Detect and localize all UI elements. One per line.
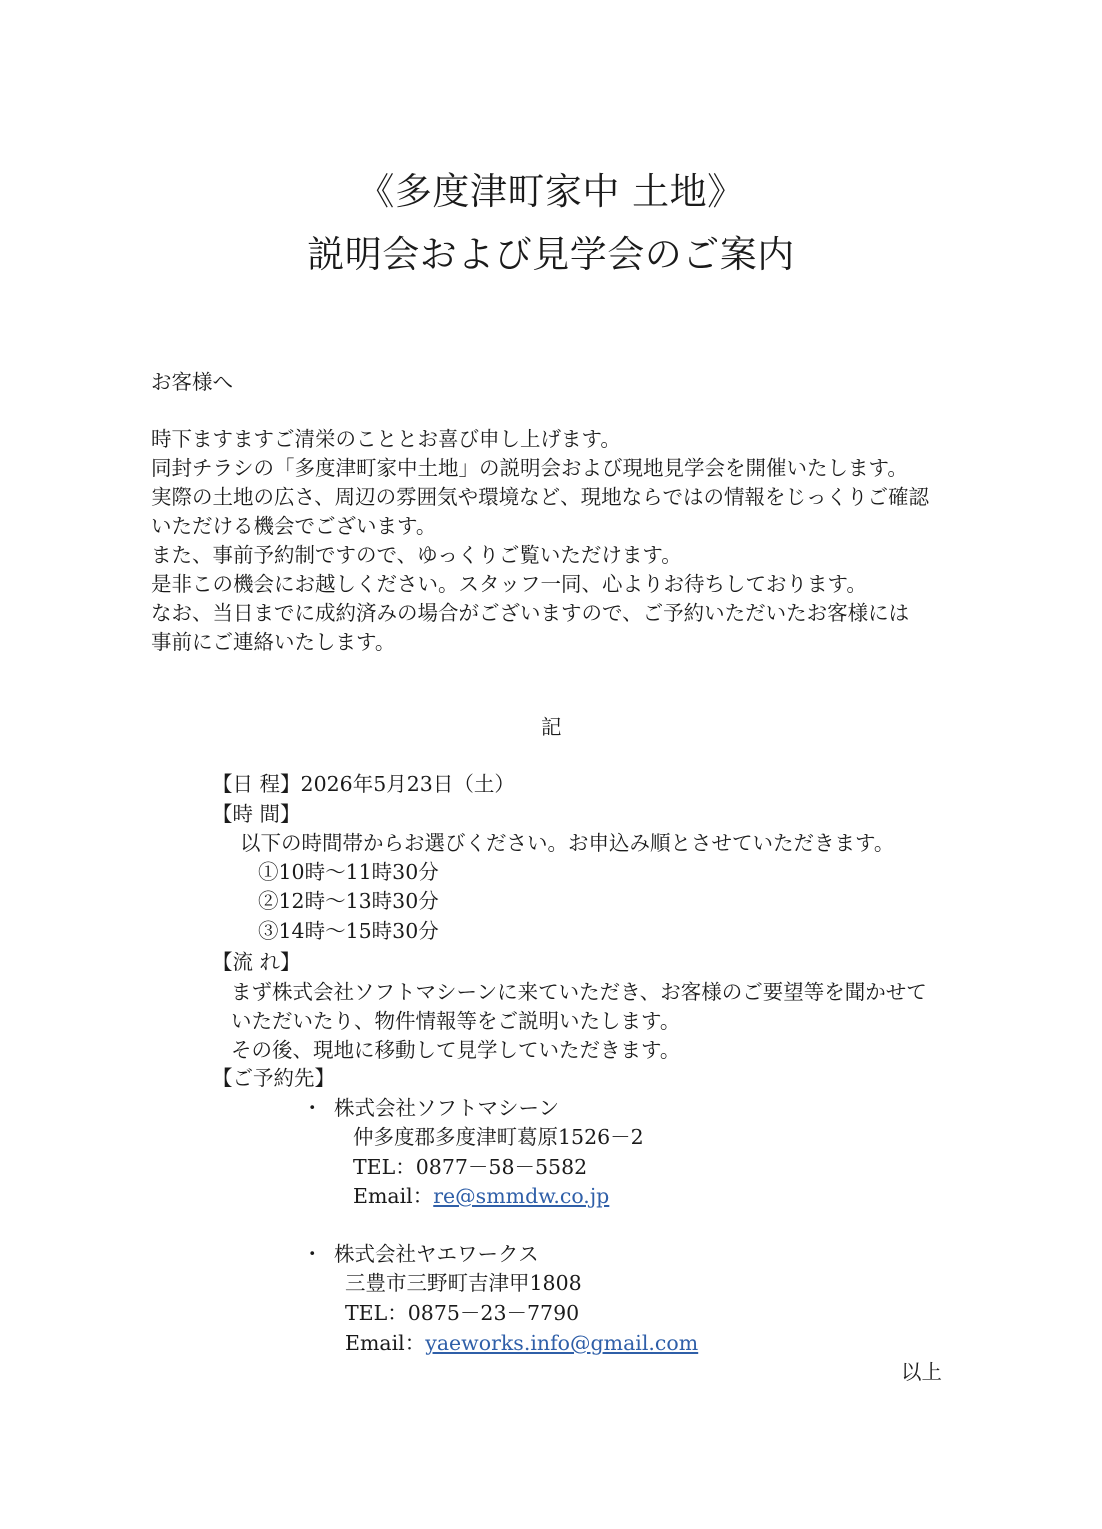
company-tel: TEL：0877－58－5582 (353, 1155, 588, 1179)
schedule-label: 【日 程】 (212, 772, 301, 796)
time-note: 以下の時間帯からお選びください。お申込み順とさせていただきます。 (240, 831, 895, 855)
document-title-line2: 説明会および見学会のご案内 (307, 233, 795, 276)
email-link[interactable]: re@smmdw.co.jp (433, 1184, 610, 1208)
flow-line: いただいたり、物件情報等をご説明いたします。 (231, 1009, 681, 1033)
flow-line: まず株式会社ソフトマシーンに来ていただき、お客様のご要望等を聞かせて (231, 980, 927, 1004)
email-label: Email： (353, 1184, 434, 1208)
greeting: お客様へ (151, 370, 233, 394)
ki-heading: 記 (541, 715, 562, 739)
time-slot: ①10時～11時30分 (258, 860, 439, 884)
schedule-row (212, 774, 515, 795)
company-bullet: ・ (302, 1096, 323, 1120)
body-line: 是非この機会にお越しください。スタッフ一同、心よりお待ちしております。 (151, 572, 867, 596)
company-name: 株式会社ヤエワークス (334, 1242, 539, 1266)
flow-label: 【流 れ】 (212, 950, 301, 974)
email-link[interactable]: yaeworks.info@gmail.com (425, 1331, 699, 1355)
body-line: また、事前予約制ですので、ゆっくりご覧いただけます。 (151, 543, 682, 567)
time-slot: ②12時～13時30分 (258, 889, 439, 913)
body-line: いただける機会でございます。 (151, 514, 437, 538)
company-tel: TEL：0875－23－7790 (345, 1301, 580, 1325)
company-email-row (353, 1186, 609, 1207)
flow-line: その後、現地に移動して見学していただきます。 (231, 1038, 681, 1062)
body-line: 事前にご連絡いたします。 (151, 630, 396, 654)
company-bullet: ・ (302, 1242, 323, 1266)
body-line: 実際の土地の広さ、周辺の雰囲気や環境など、現地ならではの情報をじっくりご確認 (151, 485, 929, 509)
body-line: 同封チラシの「多度津町家中土地」の説明会および現地見学会を開催いたします。 (151, 456, 908, 480)
time-slot: ③14時～15時30分 (258, 919, 439, 943)
contact-label: 【ご予約先】 (212, 1066, 335, 1090)
email-label: Email： (345, 1331, 426, 1355)
schedule-value: 2026年5月23日（土） (300, 772, 515, 796)
company-address: 三豊市三野町吉津甲1808 (345, 1271, 582, 1295)
time-label: 【時 間】 (212, 802, 301, 826)
body-line: なお、当日までに成約済みの場合がございますので、ご予約いただいたお客様には (151, 601, 910, 625)
document-title-line1: 《多度津町家中 土地》 (357, 170, 745, 213)
company-name: 株式会社ソフトマシーン (334, 1096, 560, 1120)
body-line: 時下ますますご清栄のこととお喜び申し上げます。 (151, 427, 621, 451)
company-address: 仲多度郡多度津町葛原1526－2 (353, 1125, 644, 1149)
closing-text: 以上 (901, 1360, 942, 1384)
company-email-row (345, 1333, 698, 1354)
